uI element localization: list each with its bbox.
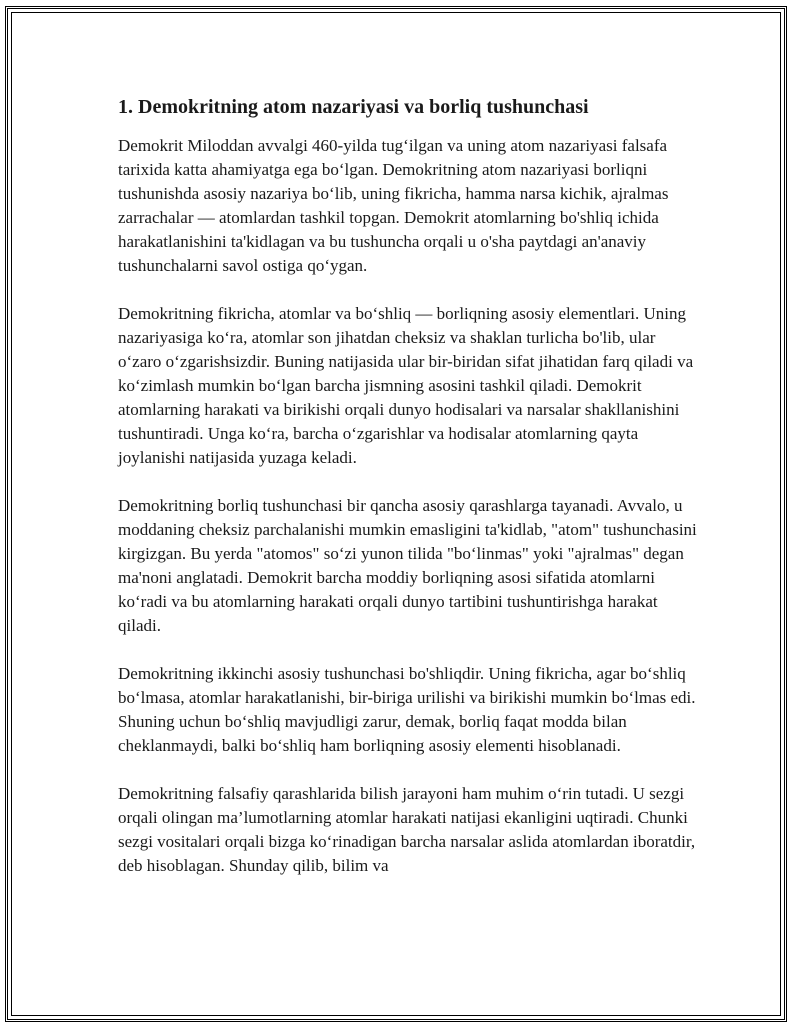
document-body bbox=[118, 94, 698, 902]
paragraph-2: Demokritning fikricha, atomlar va bo‘shliq — borliqning asosiy elementlari. Uning nazariyasiga ko‘ra, atomlar son jihatdan cheksiz va shaklan turlicha bo'lib, ular o‘zaro o‘zgarishsizdir. Buning natijasida ular bir-biridan sifat jihatidan farq qiladi va ko‘zimlash mumkin bo‘lgan barcha jismning asosini tashkil qiladi. Demokrit atomlarning harakati va birikishi orqali dunyo hodisalari va narsalar shakllanishini tushuntiradi. Unga ko‘ra, barcha o‘zgarishlar va hodisalar atomlarning qayta joylanishi natijasida yuzaga keladi. bbox=[118, 304, 694, 467]
section-heading: 1. Demokritning atom nazariyasi va borliq tushunchasi bbox=[118, 96, 589, 118]
paragraph-5: Demokritning falsafiy qarashlarida bilish jarayoni ham muhim o‘rin tutadi. U sezgi orqali olingan ma’lumotlarning atomlar harakati natijasi ekanligini uqtiradi. Chunki sezgi vositalari orqali bizga ko‘rinadigan barcha narsalar aslida atomlardan iboratdir, deb hisoblagan. Shunday qilib, bilim va bbox=[118, 784, 696, 875]
paragraph-3: Demokritning borliq tushunchasi bir qancha asosiy qarashlarga tayanadi. Avvalo, u moddaning cheksiz parchalanishi mumkin emasligini ta'kidlab, "atom" tushunchasini kirgizgan. Bu yerda "atomos" so‘zi yunon tilida "bo‘linmas" yoki "ajralmas" degan ma'noni anglatadi. Demokrit barcha moddiy borliqning asosi sifatida atomlarni ko‘radi va bu atomlarning harakati orqali dunyo tartibini tushuntirishga harakat qiladi. bbox=[118, 496, 697, 635]
paragraph-4: Demokritning ikkinchi asosiy tushunchasi bo'shliqdir. Uning fikricha, agar bo‘shliq bo‘lmasa, atomlar harakatlanishi, bir-biriga urilishi va birikishi mumkin bo‘lmas edi. Shuning uchun bo‘shliq mavjudligi zarur, demak, borliq faqat modda bilan cheklanmaydi, balki bo‘shliq ham borliqning asosiy elementi hisoblanadi. bbox=[118, 664, 696, 755]
paragraph-1: Demokrit Miloddan avvalgi 460-yilda tug‘ilgan va uning atom nazariyasi falsafa tarixida katta ahamiyatga ega bo‘lgan. Demokritning atom nazariyasi borliqni tushunishda asosiy nazariya bo‘lib, uning fikricha, hamma narsa kichik, ajralmas zarrachalar — atomlardan tashkil topgan. Demokrit atomlarning bo'shliq ichida harakatlanishini ta'kidlagan va bu tushuncha orqali u o'sha paytdagi an'anaviy tushunchalarni savol ostiga qo‘ygan. bbox=[118, 136, 669, 275]
